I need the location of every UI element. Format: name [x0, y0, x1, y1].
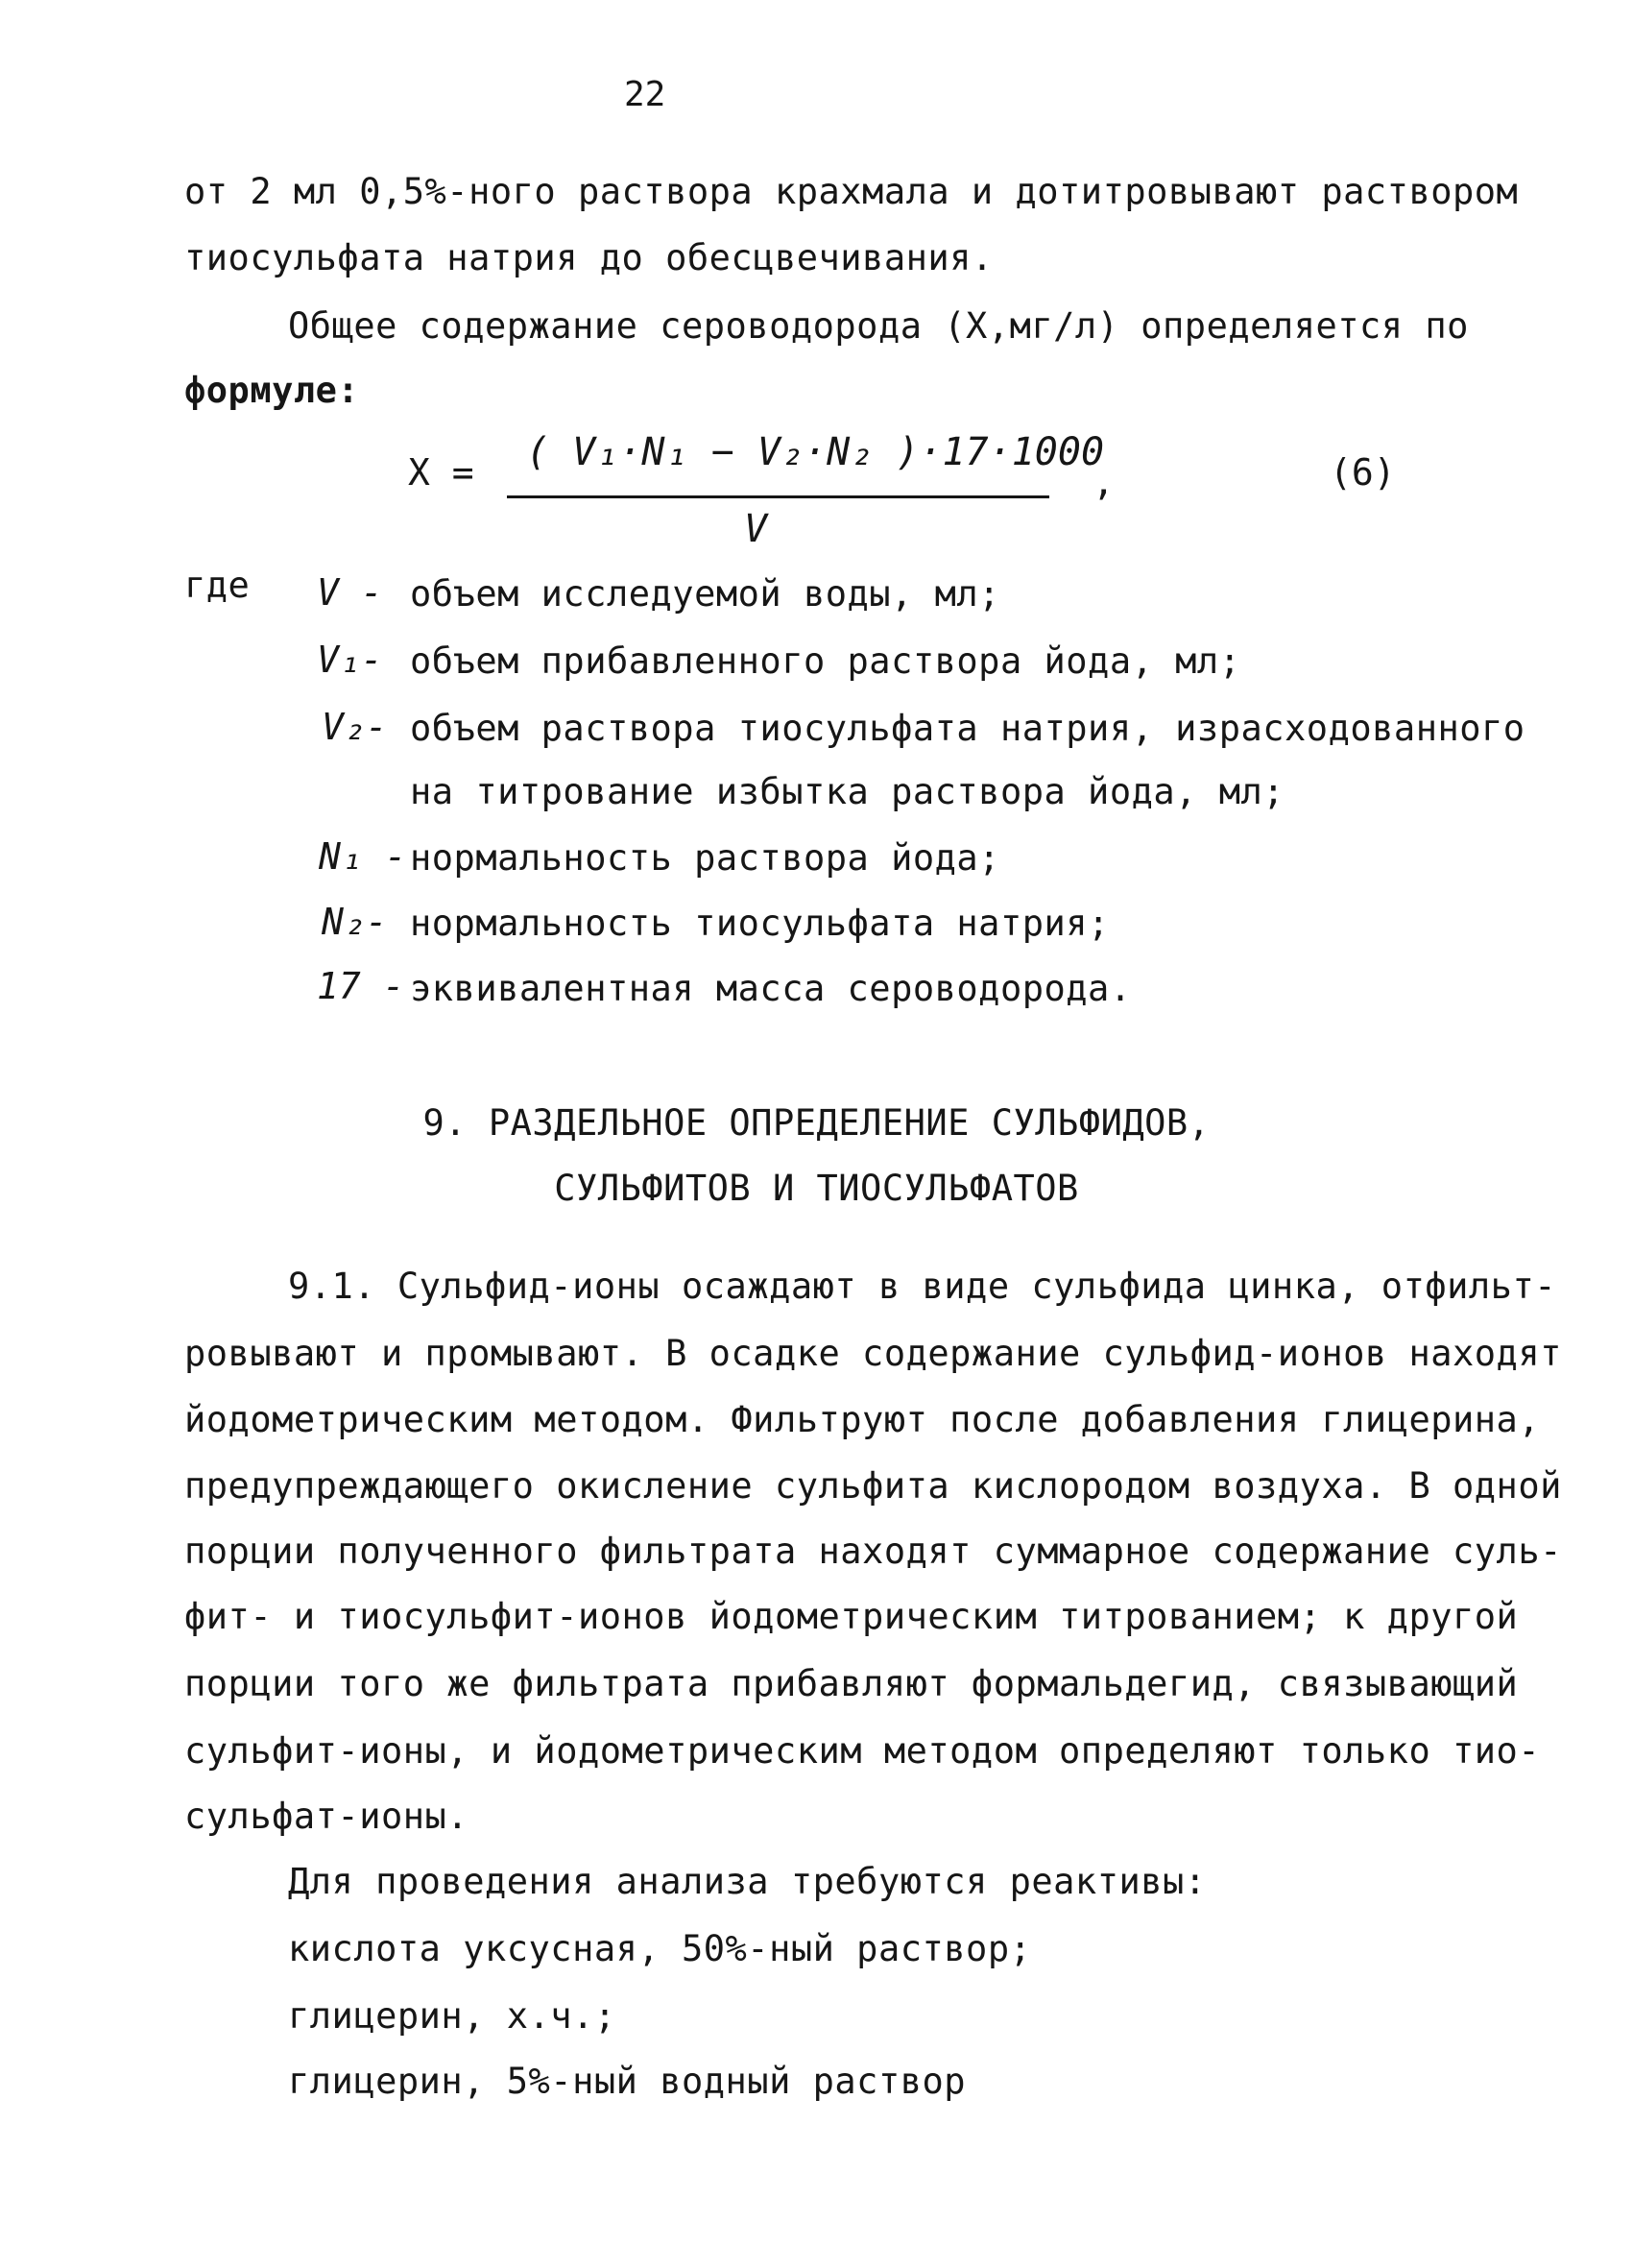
formula-denominator: V [744, 507, 768, 551]
reagents-intro: Для проведения анализа требуются реактивы: [288, 1861, 1207, 1902]
where-label: где [184, 565, 251, 606]
definition-text: объем раствора тиосульфата натрия, израсходованного [410, 708, 1525, 749]
paragraph-line: порции того же фильтрата прибавляют формальдегид, связывающий [184, 1663, 1519, 1704]
paragraph-line: формуле: [184, 370, 360, 411]
reagent-item: глицерин, 5%-ный водный раствор [288, 2061, 967, 2102]
paragraph-line: ровывают и промывают. В осадке содержание сульфид-ионов находят [184, 1333, 1562, 1374]
definition-text: объем исследуемой воды, мл; [410, 573, 1000, 615]
definition-symbol: V - [317, 571, 383, 614]
section-title: 9. РАЗДЕЛЬНОЕ ОПРЕДЕЛЕНИЕ СУЛЬФИДОВ, [422, 1102, 1211, 1144]
definition-text: объем прибавленного раствора йода, мл; [410, 640, 1241, 682]
paragraph-line: йодометрическим методом. Фильтруют после добавления глицерина, [184, 1399, 1541, 1440]
section-subtitle: СУЛЬФИТОВ И ТИОСУЛЬФАТОВ [554, 1168, 1079, 1209]
paragraph-line: 9.1. Сульфид-ионы осаждают в виде сульфида цинка, отфильт- [288, 1266, 1557, 1307]
definition-text: нормальность раствора йода; [410, 837, 1000, 879]
definition-symbol: 17 - [317, 965, 405, 1007]
formula-numerator: ( V₁·N₁ − V₂·N₂ )·17·1000 [526, 430, 1105, 474]
definition-symbol: N₁ - [319, 835, 407, 878]
reagent-item: кислота уксусная, 50%-ный раствор; [288, 1928, 1032, 1969]
definition-text: эквивалентная масса сероводорода. [410, 968, 1132, 1009]
paragraph-line: тиосульфата натрия до обесцвечивания. [184, 237, 994, 278]
equation-number: (6) [1330, 451, 1396, 494]
paragraph-line: Общее содержание сероводорода (X,мг/л) определяется по [288, 305, 1469, 347]
paragraph-line: предупреждающего окисление сульфита кислородом воздуха. В одной [184, 1465, 1562, 1507]
paragraph-line: сульфат-ионы. [184, 1796, 469, 1837]
formula-comma: , [1093, 461, 1115, 503]
definition-symbol: V₁- [317, 639, 383, 681]
paragraph-line: от 2 мл 0,5%-ного раствора крахмала и дотитровывают раствором [184, 171, 1519, 212]
paragraph-line: порции полученного фильтрата находят суммарное содержание суль- [184, 1531, 1562, 1572]
definition-symbol: N₂- [322, 901, 388, 943]
definition-text: на титрование избытка раствора йода, мл; [410, 771, 1285, 812]
page-number: 22 [624, 75, 666, 114]
paragraph-line: сульфит-ионы, и йодометрическим методом определяют только тио- [184, 1730, 1541, 1772]
paragraph-line: фит- и тиосульфит-ионов йодометрическим титрованием; к другой [184, 1596, 1519, 1637]
definition-symbol: V₂- [322, 706, 388, 748]
formula-label: X = [408, 451, 474, 494]
fraction-bar [507, 495, 1049, 498]
definition-text: нормальность тиосульфата натрия; [410, 903, 1110, 944]
reagent-item: глицерин, х.ч.; [288, 1995, 616, 2037]
